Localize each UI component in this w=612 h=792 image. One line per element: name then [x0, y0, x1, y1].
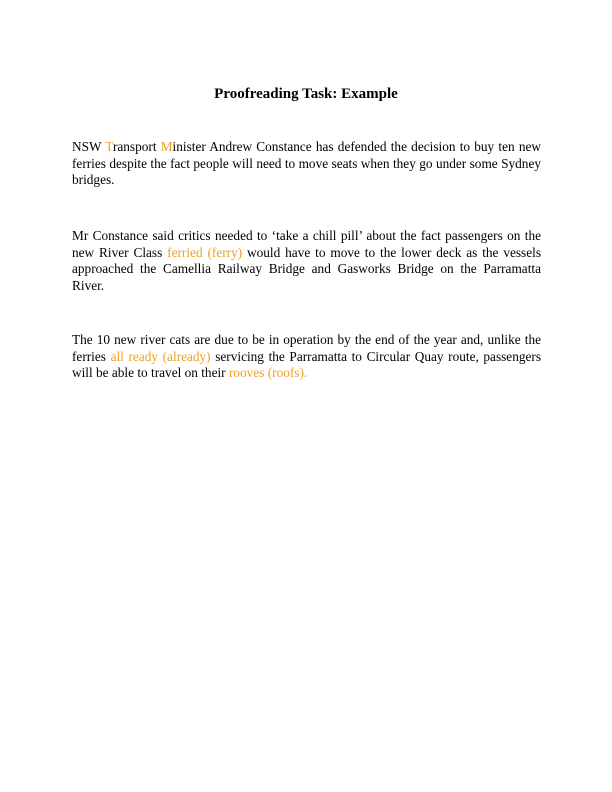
correction-highlight: T	[105, 139, 113, 154]
text-segment: inister Andrew Constance has defended the decision to buy ten new ferries despite the fact people will need to move seats when they go under some Sydney bridges.	[72, 139, 541, 187]
correction-highlight: all ready (already)	[110, 348, 211, 364]
paragraph-3	[72, 332, 541, 382]
correction-highlight: ferried (ferry)	[167, 244, 243, 260]
text-segment: servicing the Parramatta to Circular Quay route, passengers will be able to travel on their	[72, 348, 542, 380]
paragraph-2	[72, 228, 541, 294]
correction-highlight: M	[160, 139, 173, 154]
correction-highlight: rooves (roofs).	[228, 365, 308, 380]
text-segment: The 10 new river cats are due to be in operation by the end of the year and, unlike the ferries	[72, 332, 541, 364]
text-segment: ransport	[112, 139, 161, 154]
text-segment: NSW	[72, 139, 106, 154]
page-title: Proofreading Task: Example	[214, 86, 398, 102]
paragraph-1	[72, 139, 541, 189]
text-segment: would have to move to the lower deck as the vessels approached the Camellia Railway Bridge and Gasworks Bridge on the Parramatta River.	[72, 244, 541, 293]
text-segment: Mr Constance said critics needed to ‘take a chill pill’ about the fact passengers on the new River Class	[72, 228, 541, 260]
